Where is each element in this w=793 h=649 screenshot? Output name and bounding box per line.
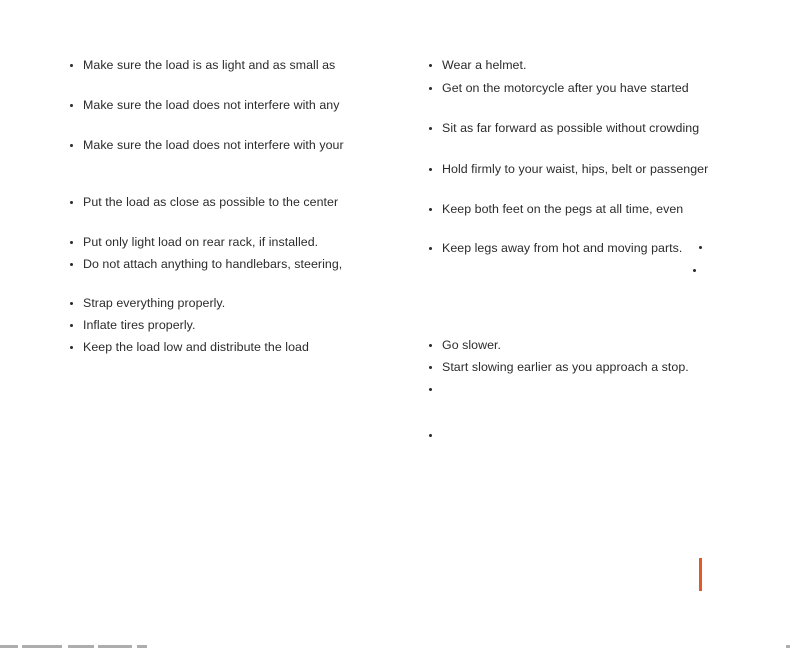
list-item-text: Put only light load on rear rack, if installed. xyxy=(83,235,319,249)
residue-mark xyxy=(0,645,18,648)
bullet-icon xyxy=(699,246,702,249)
list-item-text: Get on the motorcycle after you have started xyxy=(442,81,689,95)
list-item xyxy=(83,138,344,153)
list-item-text: Start slowing earlier as you approach a stop. xyxy=(442,360,689,374)
bullet-icon xyxy=(70,201,73,204)
list-item xyxy=(442,81,689,96)
bullet-icon xyxy=(429,127,432,130)
list-item-text: Make sure the load does not interfere with any xyxy=(83,98,340,112)
residue-mark xyxy=(68,645,94,648)
list-item-text: Keep the load low and distribute the load xyxy=(83,340,309,354)
bullet-icon xyxy=(70,302,73,305)
list-item xyxy=(442,58,527,73)
bottom-edge-residue xyxy=(0,643,793,649)
list-item-text: Wear a helmet. xyxy=(442,58,527,72)
bullet-icon xyxy=(429,247,432,250)
list-item-text: Do not attach anything to handlebars, steering, xyxy=(83,257,343,271)
list-item-text: Strap everything properly. xyxy=(83,296,226,310)
list-item-text: Go slower. xyxy=(442,338,502,352)
bullet-icon xyxy=(429,168,432,171)
bullet-icon xyxy=(693,269,696,272)
bullet-icon xyxy=(70,144,73,147)
accent-rule xyxy=(699,558,702,591)
bullet-icon xyxy=(429,64,432,67)
bullet-icon xyxy=(70,324,73,327)
list-item xyxy=(83,98,339,113)
bullet-icon xyxy=(429,208,432,211)
list-item-text: Keep both feet on the pegs at all time, even xyxy=(442,202,684,216)
list-item-text: Put the load as close as possible to the center xyxy=(83,195,339,209)
list-item xyxy=(442,202,683,217)
list-item xyxy=(83,235,318,250)
residue-mark xyxy=(22,645,62,648)
residue-mark xyxy=(137,645,147,648)
bullet-icon xyxy=(70,64,73,67)
list-item xyxy=(83,318,195,333)
bullet-icon xyxy=(429,366,432,369)
residue-mark xyxy=(786,645,790,648)
bullet-icon xyxy=(429,344,432,347)
bullet-icon xyxy=(429,87,432,90)
list-item xyxy=(442,121,699,136)
list-item xyxy=(442,162,708,177)
bullet-icon xyxy=(70,104,73,107)
list-item xyxy=(83,58,335,73)
bullet-icon xyxy=(70,346,73,349)
bullet-icon xyxy=(70,241,73,244)
list-item xyxy=(83,195,338,210)
list-item-text: Inflate tires properly. xyxy=(83,318,196,332)
list-item-text: Sit as far forward as possible without crowding xyxy=(442,121,700,135)
bullet-icon xyxy=(429,434,432,437)
list-item xyxy=(442,360,689,375)
list-item xyxy=(442,241,682,256)
bullet-icon xyxy=(70,263,73,266)
list-item-text: Make sure the load is as light and as small as xyxy=(83,58,336,72)
list-item xyxy=(83,340,309,355)
list-item-text: Keep legs away from hot and moving parts. xyxy=(442,241,683,255)
list-item-text: Hold firmly to your waist, hips, belt or passenger xyxy=(442,162,709,176)
list-item-text: Make sure the load does not interfere with your xyxy=(83,138,344,152)
residue-mark xyxy=(98,645,132,648)
list-item xyxy=(83,296,225,311)
list-item xyxy=(442,338,501,353)
list-item xyxy=(83,257,342,272)
bullet-icon xyxy=(429,388,432,391)
